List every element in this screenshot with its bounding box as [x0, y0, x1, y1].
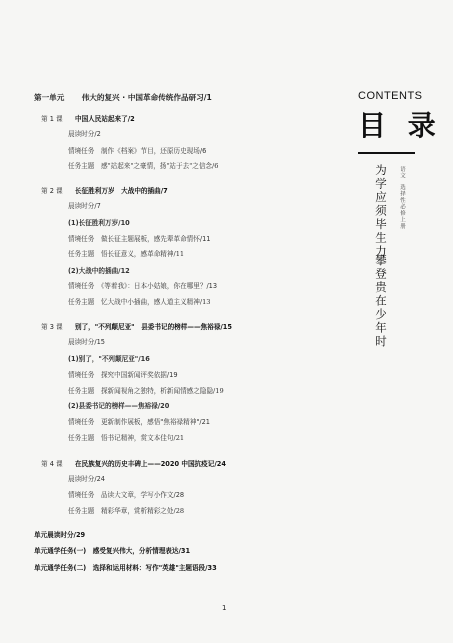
page-number: 1 [222, 604, 227, 612]
lesson-number: 第 2 课 [41, 187, 63, 195]
toc-title: 目 录 [358, 109, 442, 142]
sub-entry: 晨读时分/24 [68, 475, 105, 483]
sub-entry: 情境任务 更新制作展板，感悟"焦裕禄精神"/21 [68, 418, 210, 426]
unit-heading [34, 94, 212, 102]
lesson-entry [41, 187, 168, 195]
subsection-entry: (1)长征胜利万岁/10 [68, 219, 130, 227]
sub-entry: 晨读时分/7 [68, 202, 101, 210]
lesson-number: 第 4 课 [41, 460, 63, 468]
lesson-title: 中国人民站起来了/2 [75, 115, 135, 123]
sub-entry: 情境任务 探究中国新闻评奖依据/19 [68, 371, 178, 379]
lesson-number: 第 1 课 [41, 115, 63, 123]
task-theme-entry: 任务主题 精彩华章，赏析精彩之处/28 [68, 507, 185, 515]
subsection-entry: (2)大战中的插曲/12 [68, 267, 130, 275]
volume-label: 选择性必修上册 [399, 184, 405, 230]
lesson-entry [41, 323, 232, 331]
subsection-entry: (1)别了，"不列颠尼亚"/16 [68, 355, 150, 363]
subject-label: 语文 [399, 166, 405, 179]
sub-entry: 情境任务 品读大文章，学写小作文/28 [68, 491, 185, 499]
lesson-entry [41, 460, 226, 468]
task-theme-entry: 任务主题 悟书记精神，赏文本佳句/21 [68, 434, 185, 442]
task-theme-entry: 任务主题 忆大战中小插曲，感人道主义精神/13 [68, 298, 211, 306]
unit-title: 伟大的复兴 · 中国革命传统作品研习/1 [81, 93, 212, 102]
sub-entry: 晨读时分/2 [68, 130, 101, 138]
task-theme-entry: 任务主题 悟长征意义，感革命精神/11 [68, 250, 185, 258]
unit-section-entry: 单元通学任务(二) 选择和运用材料：写作"英雄"主题语段/33 [34, 564, 217, 572]
task-theme-entry: 任务主题 探新闻视角之独特，析新闻情感之隐隐/19 [68, 387, 224, 395]
sub-entry: 晨读时分/15 [68, 338, 105, 346]
sub-entry: 情境任务 《等着我》：日本小姑娘，你在哪里？/13 [68, 282, 218, 290]
unit-label: 第一单元 [34, 93, 65, 102]
sub-entry: 情境任务 做长征主题展板，感先辈革命情怀/11 [68, 235, 211, 243]
task-theme-entry: 任务主题 感"站起来"之豪情，扬"站于去"之信念/6 [68, 162, 219, 170]
contents-label: CONTENTS [358, 90, 423, 102]
sub-entry: 情境任务 制作《档案》节目，还原历史现场/6 [68, 147, 207, 155]
lesson-number: 第 3 课 [41, 323, 63, 331]
lesson-title: 在民族复兴的历史丰碑上——2020 中国抗疫记/24 [75, 460, 226, 468]
lesson-entry [41, 115, 135, 123]
motto-line-2: 攀登贵在少年时 [374, 254, 388, 349]
lesson-title: 长征胜利万岁 大战中的插曲/7 [75, 187, 168, 195]
contents-header [358, 90, 442, 144]
unit-section-entry: 单元通学任务(一) 感受复兴伟大，分析情理表达/31 [34, 547, 191, 555]
unit-section-entry: 单元晨读时分/29 [34, 531, 86, 539]
subsection-entry: (2)县委书记的榜样——焦裕禄/20 [68, 402, 170, 410]
motto-line-1: 为学应须毕生力 [374, 164, 388, 259]
header-rule [358, 152, 415, 154]
lesson-title: 别了，"不列颠尼亚" 县委书记的榜样——焦裕禄/15 [75, 323, 232, 331]
